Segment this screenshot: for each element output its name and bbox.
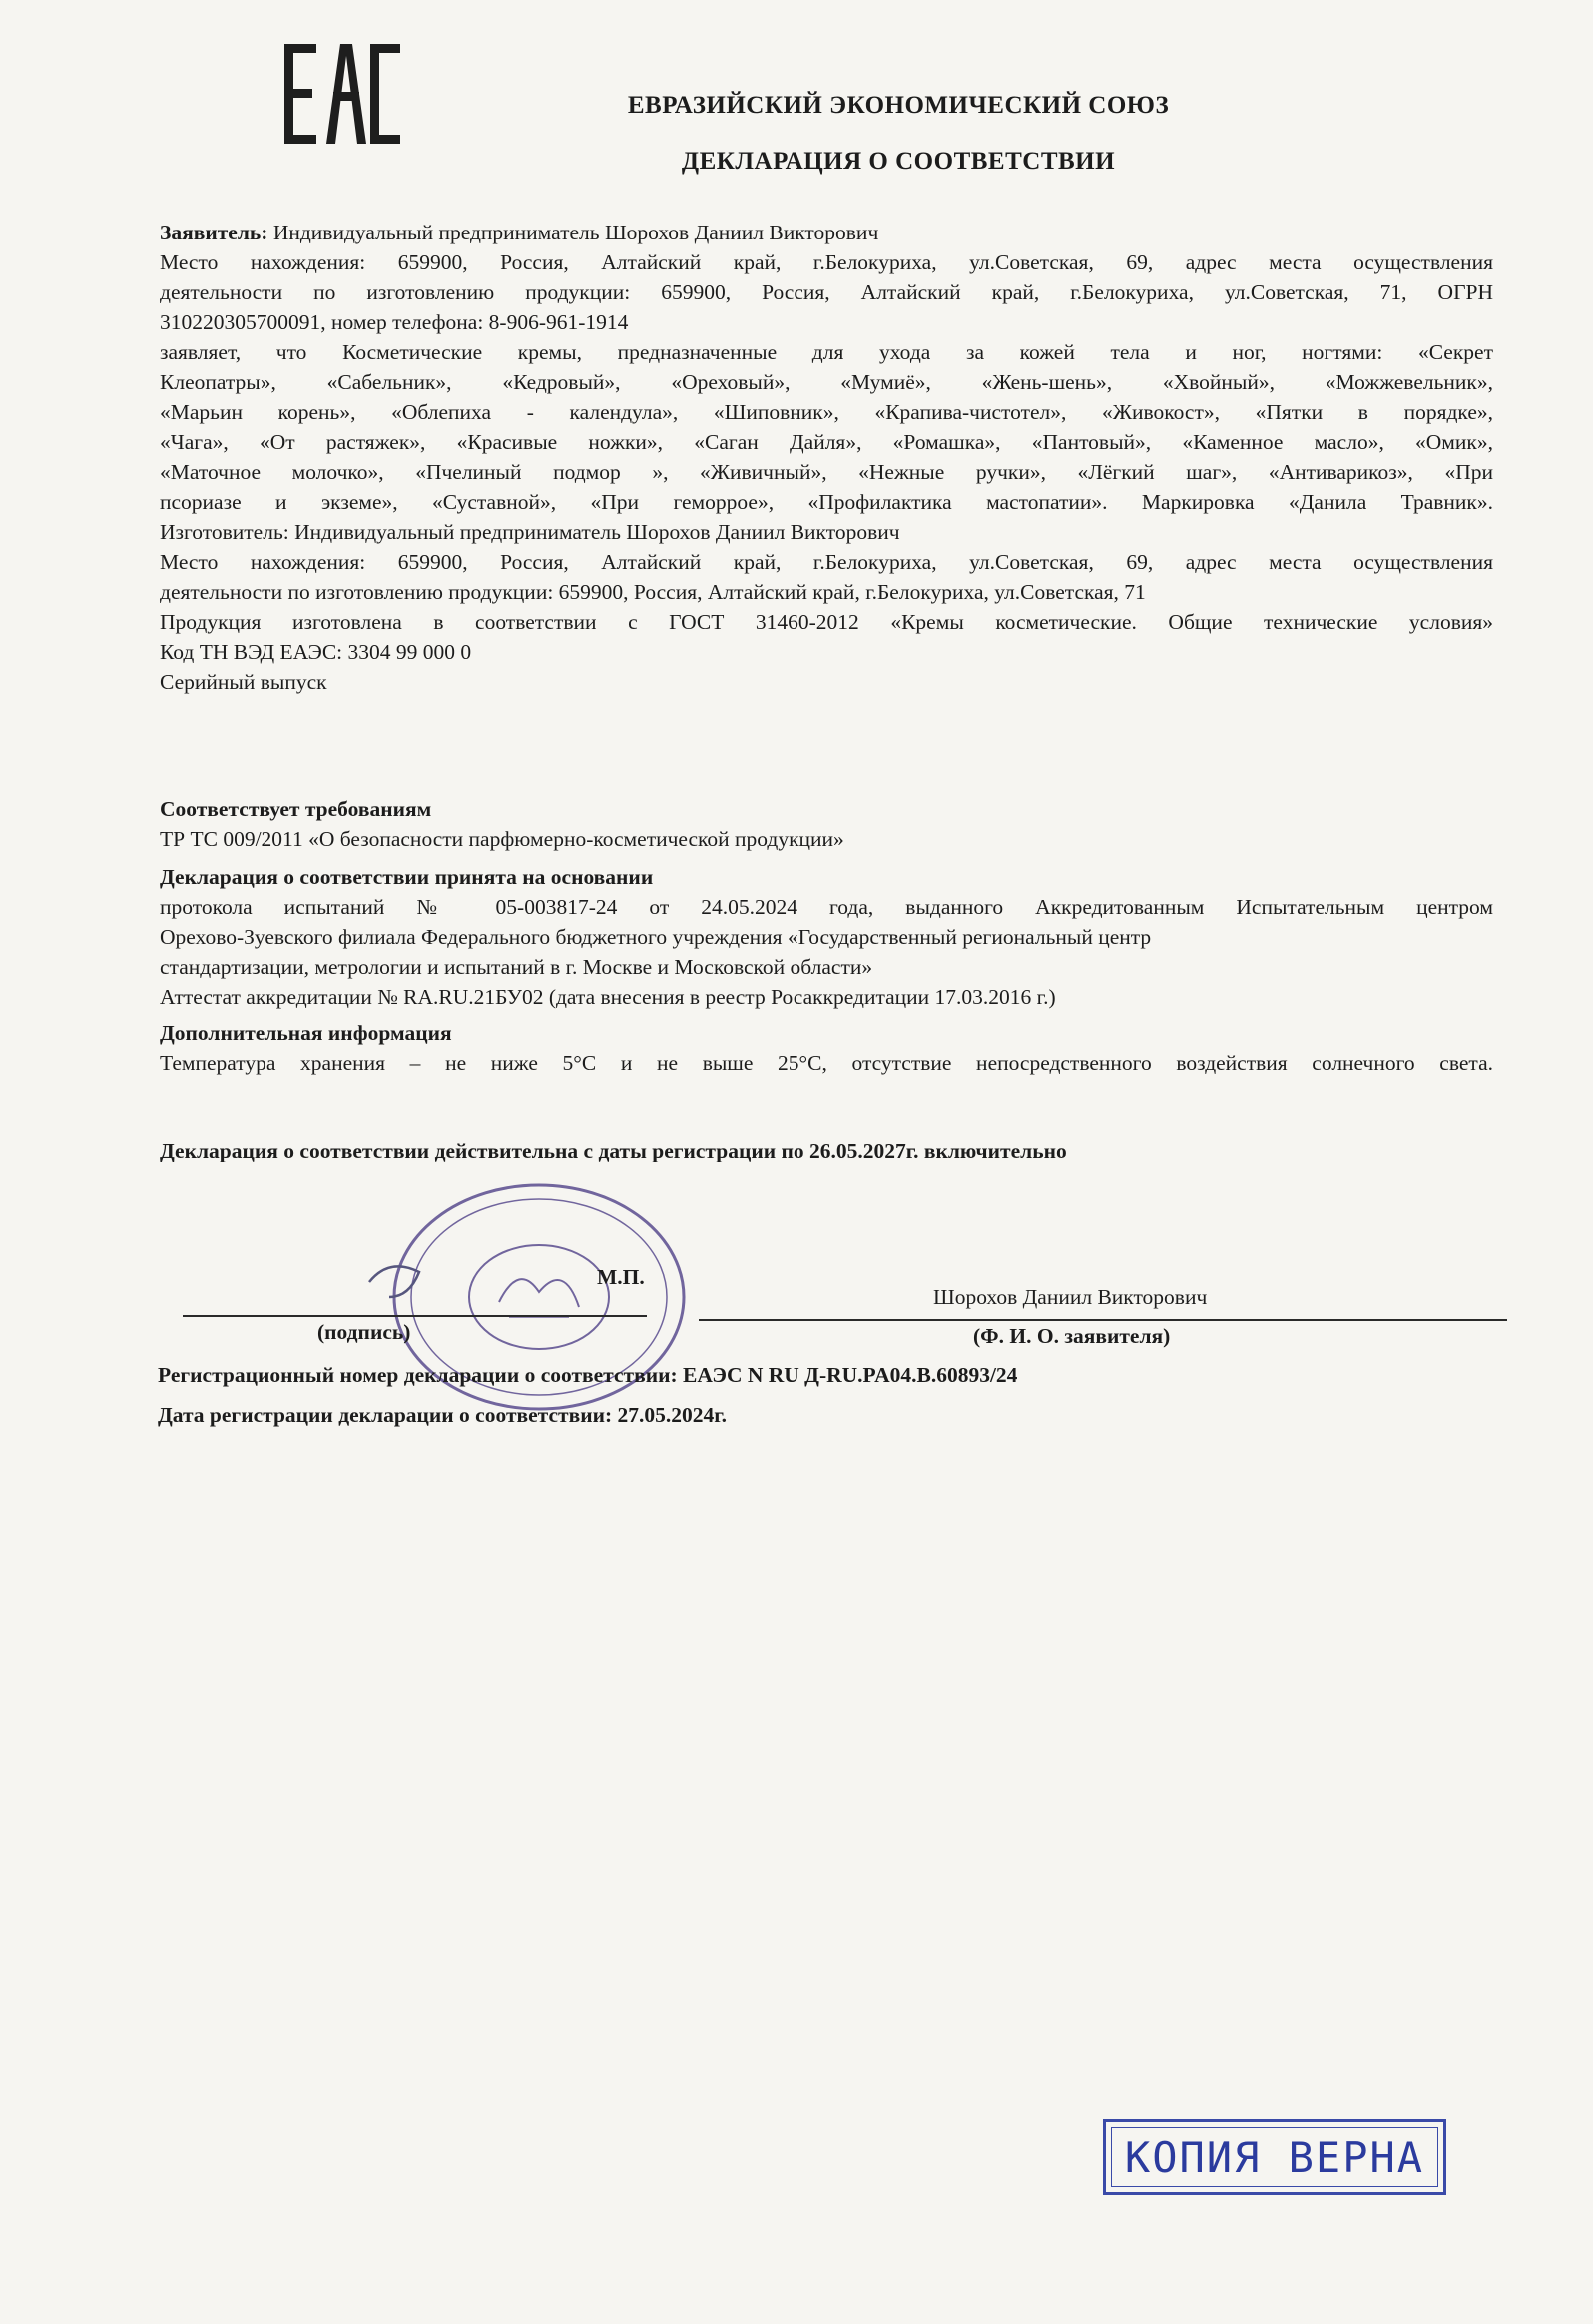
declares-line-3: «Марьин корень», «Облепиха - календула», «Шиповник», «Крапива-чистотел», «Живокост», «Пятки в порядке», [160,400,1493,424]
registration-date: Дата регистрации декларации о соответствии: 27.05.2024г. [158,1403,727,1427]
validity-text: Декларация о соответствии действительна с даты регистрации по 26.05.2027г. включительно [160,1139,1067,1162]
manufacturer-line: Изготовитель: Индивидуальный предприниматель Шорохов Даниил Викторович [160,520,900,544]
document-title: ДЕКЛАРАЦИЯ О СООТВЕТСТВИИ [681,148,1116,175]
registration-number: Регистрационный номер декларации о соответствии: ЕАЭС N RU Д-RU.PA04.B.60893/24 [158,1363,1018,1387]
applicant-line [160,218,1493,247]
accreditation-line: Аттестат аккредитации № RA.RU.21БУ02 (дата внесения в реестр Росаккредитации 17.03.2016 г.) [160,985,1056,1009]
declares-line-1: заявляет, что Косметические кремы, предназначенные для ухода за кожей тела и ног, ногтями: «Секрет [160,340,1493,364]
eac-logo-icon [282,44,400,144]
signature-line [183,1315,647,1317]
basis-line-2: Орехово-Зуевского филиала Федерального бюджетного учреждения «Государственный региональный центр [160,925,1152,949]
applicant-address-3: 310220305700091, номер телефона: 8-906-961-1914 [160,310,629,334]
requirements-label: Соответствует требованиям [160,797,432,821]
applicant-address-1: Место нахождения: 659900, Россия, Алтайский край, г.Белокуриха, ул.Советская, 69, адрес места осуществления [160,250,1493,274]
applicant-address-2: деятельности по изготовлению продукции: 659900, Россия, Алтайский край, г.Белокуриха, ул.Советская, 71, ОГРН [160,280,1493,304]
declares-line-2: Клеопатры», «Сабельник», «Кедровый», «Ореховый», «Мумиё», «Жень-шень», «Хвойный», «Можжевельник», [160,370,1493,394]
serial-production: Серийный выпуск [160,670,327,694]
document-header [579,88,1218,180]
manufacturer-address-2: деятельности по изготовлению продукции: 659900, Россия, Алтайский край, г.Белокуриха, ул.Советская, 71 [160,580,1146,604]
tnved-code: Код ТН ВЭД ЕАЭС: 3304 99 000 0 [160,640,472,664]
union-title: ЕВРАЗИЙСКИЙ ЭКОНОМИЧЕСКИЙ СОЮЗ [627,92,1170,119]
applicant-name: Индивидуальный предприниматель Шорохов Даниил Викторович [272,221,879,244]
applicant-signature-name: Шорохов Даниил Викторович [933,1285,1208,1309]
name-caption: (Ф. И. О. заявителя) [973,1324,1171,1348]
signature-caption: (подпись) [317,1320,411,1344]
declares-line-6: псориазе и экземе», «Суставной», «При геморрое», «Профилактика мастопатии». Маркировка «Данила Травник». [160,490,1493,514]
copy-stamp-border [1111,2127,1438,2187]
declaration-body [160,218,1493,1165]
requirements-text: ТР ТС 009/2011 «О безопасности парфюмерно-косметической продукции» [160,827,844,851]
basis-label: Декларация о соответствии принята на основании [160,865,654,889]
copy-verified-stamp [1103,2119,1446,2195]
additional-label: Дополнительная информация [160,1021,452,1045]
mp-label: М.П. [597,1265,645,1289]
manufacturer-address-1: Место нахождения: 659900, Россия, Алтайский край, г.Белокуриха, ул.Советская, 69, адрес места осуществления [160,550,1493,574]
gost-line: Продукция изготовлена в соответствии с ГОСТ 31460-2012 «Кремы косметические. Общие технические условия» [160,610,1493,634]
declares-line-5: «Маточное молочко», «Пчелиный подмор », «Живичный», «Нежные ручки», «Лёгкий шаг», «Антиварикоз», «При [160,460,1493,484]
additional-text: Температура хранения – не ниже 5°С и не выше 25°С, отсутствие непосредственного воздействия солнечного света. [160,1051,1493,1075]
basis-line-1: протокола испытаний № 05-003817-24 от 24.05.2024 года, выданного Аккредитованным Испытательным центром [160,895,1493,919]
declares-line-4: «Чага», «От растяжек», «Красивые ножки», «Саган Дайля», «Ромашка», «Пантовый», «Каменное масло», «Омик», [160,430,1493,454]
applicant-label: Заявитель: [160,221,268,244]
copy-stamp-text: КОПИЯ ВЕРНА [1124,2132,1425,2182]
basis-line-3: стандартизации, метрологии и испытаний в г. Москве и Московской области» [160,955,873,979]
